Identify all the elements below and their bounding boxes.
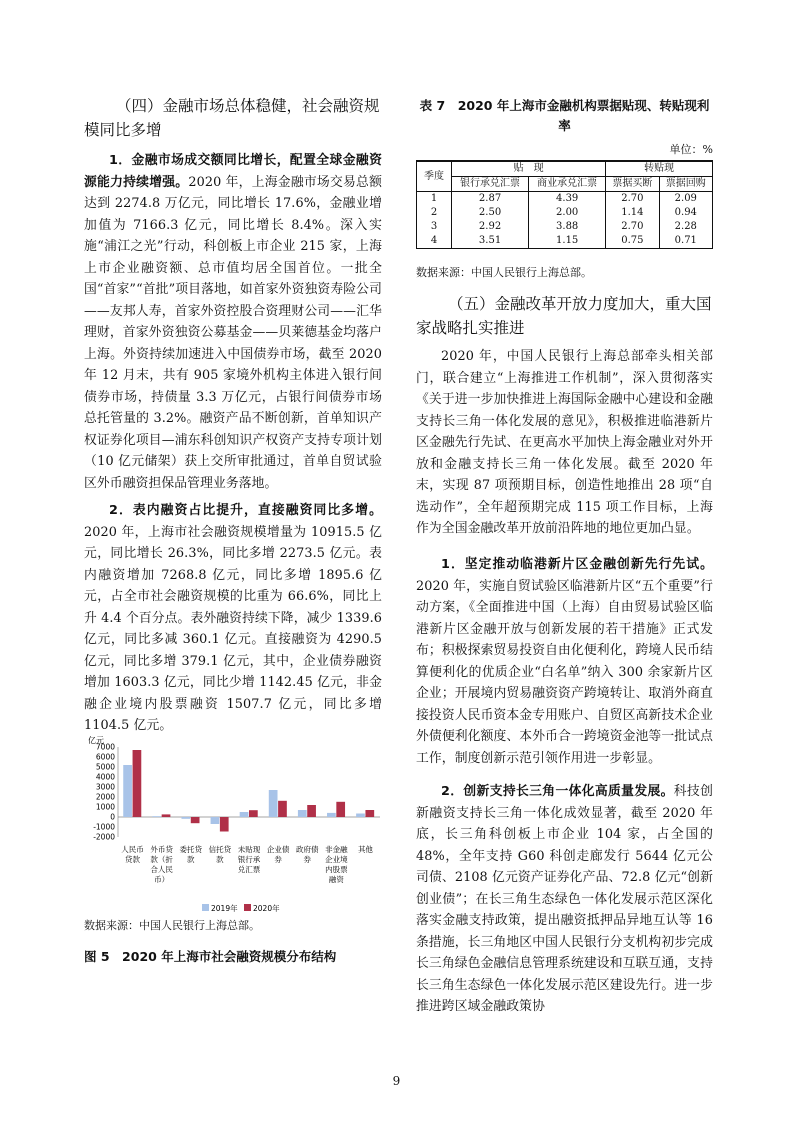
x-tick-label: 合人民: [150, 865, 173, 874]
table-cell: 1.15: [529, 234, 606, 249]
table-subheader: 票据回购: [659, 177, 712, 192]
bar-2019年-4: [240, 812, 249, 817]
table-cell: 2: [417, 206, 452, 220]
bar-2020年-7: [336, 802, 345, 817]
table-cell: 2.09: [659, 192, 712, 207]
x-tick-label: 企业债: [266, 845, 290, 854]
table-cell: 2.00: [529, 206, 606, 220]
paragraph-lead: 1．坚定推动临港新片区金融创新先行先试。: [441, 557, 713, 572]
table-cell: 3: [417, 220, 452, 234]
x-tick-label: 券: [303, 855, 311, 864]
y-tick-label: 0: [110, 812, 115, 822]
y-tick-label: -1000: [93, 822, 115, 832]
bar-2020年-5: [278, 801, 287, 817]
bar-2019年-7: [327, 813, 336, 817]
bar-2020年-6: [307, 805, 316, 817]
bar-2020年-4: [249, 810, 258, 817]
table-cell: 2.28: [659, 220, 712, 234]
table-cell: 2.70: [606, 220, 659, 234]
financing-structure-chart: [84, 733, 382, 915]
x-tick-label: 其他: [357, 845, 373, 854]
table-cell: 0.94: [659, 206, 712, 220]
table-unit: 单位：%: [669, 143, 713, 156]
y-tick-label: 3000: [95, 782, 115, 792]
table-cell: 0.75: [606, 234, 659, 249]
chart-ylabel: 亿元: [88, 736, 104, 745]
y-tick-label: 7000: [95, 742, 115, 752]
section-heading-5: （五）金融改革开放力度加大，重大国家战略扎实推进: [416, 295, 712, 337]
discount-rate-table: [416, 160, 713, 249]
x-tick-label: 款（折: [150, 855, 173, 864]
table-header-discount: 贴 现: [452, 161, 606, 177]
paragraph-social-financing: [84, 500, 382, 737]
x-tick-label: 兑汇票: [237, 865, 261, 874]
paragraph-text: 2020 年，实施自贸试验区临港新片区“五个重要”行动方案，《全面推进中国（上海）自由贸易试验区临港新片区金融开放与创新发展的若干措施》正式发布；积极探索贸易投资自由化便利化，跨境人民币结算便利化的优质企业“白名单”纳入 300 余家新片区企业；开展境内贸易融资资产跨境转让、取消外商直接投资人民币资本金专用账户、自贸区高新技术企业外债便利化额度、本外币合一跨境资金池等一批试点工作，制度创新示范引领作用进一步彰显。: [416, 578, 713, 766]
table-cell: 3.51: [452, 234, 529, 249]
paragraph-lingang: [416, 554, 713, 769]
x-tick-label: 银行承: [237, 855, 261, 864]
x-tick-label: 外币贷: [150, 845, 173, 854]
table-cell: 2.50: [452, 206, 529, 220]
table-header-rediscount: 转贴现: [606, 161, 713, 177]
paragraph-text: 2020 年，上海金融市场交易总额达到 2274.8 万亿元，同比增长 17.6%，金融业增加值为 7166.3 亿元，同比增长 8.4%。深入实施“浦江之光”行动，科创板上市企业 215 家，上海上市企业融资额、总市值均居全国首位。一批全国“首家”“首批”项目落地，如首家外资独资寿险公司——友邦人寿，首家外资控股合资理财公司——汇华理财，首家外资独资公募基金——贝莱德基金均落户上海。外资持续加速进入中国债券市场，截至 2020 年 12 月末，共有 905 家境外机构主体进入银行间债券市场，持债量 3.3 万亿元，占银行间债券市场总托管量的 3.2%。融资产品不断创新，首单知识产权证券化项目—浦东科创知识产权资产支持专项计划（10 亿元储架）获上交所审批通过，首单自贸试验区外币融资担保品管理业务落地。: [84, 174, 382, 491]
x-tick-label: 人民币: [121, 845, 144, 854]
table-row: [417, 206, 713, 220]
bar-2020年-8: [365, 810, 374, 817]
bar-2020年-3: [220, 817, 229, 832]
legend-swatch-2020: [244, 904, 251, 911]
paragraph-text: 科技创新融资支持长三角一体化成效显著，截至 2020 年底，长三角科创板上市企业 104 家，占全国的 48%，全年支持 G60 科创走廊发行 5644 亿元公司债、2108 亿元资产证券化产品、72.8 亿元“创新创业债”；在长三角生态绿色一体化发展示范区深化落实金融支持政策，提出融资抵押品异地互认等 16 条措施，长三角地区中国人民银行分支机构初步完成长三角绿色金融信息管理系统建设和互联互通，支持长三角生态绿色一体化发展示范区建设先行。进一步推进跨区域金融政策协: [416, 784, 713, 1014]
legend-label-2019: 2019年: [211, 904, 238, 913]
y-tick-label: 6000: [95, 752, 115, 762]
paragraph-yangtze-delta: [416, 781, 713, 1018]
bar-2020年-1: [162, 814, 171, 817]
bar-2019年-8: [356, 814, 365, 818]
table-caption: 表 7 2020 年上海市金融机构票据贴现、转贴现利率: [419, 98, 710, 133]
chart-legend: [202, 903, 280, 913]
table-cell: 2.92: [452, 220, 529, 234]
table-row: [417, 234, 713, 249]
y-tick-label: 2000: [95, 792, 115, 802]
table-subheader: 银行承兑汇票: [452, 177, 529, 192]
bar-2019年-1: [152, 816, 161, 817]
x-tick-label: 企业境: [325, 855, 348, 864]
bar-2019年-5: [269, 790, 278, 817]
bar-2019年-3: [211, 817, 220, 824]
table-cell: 2.70: [606, 192, 659, 207]
x-tick-label: 币）: [154, 875, 170, 884]
paragraph-text: 2020 年，上海市社会融资规模增量为 10915.5 亿元，同比增长 26.3%，同比多增 2273.5 亿元。表内融资增加 7268.8 亿元，同比多增 1895.6 亿元，占全市社会融资规模的比重为 66.6%，同比上升 4.4 个百分点。表外融资持续下降，减少 1339.6 亿元，同比多减 360.1 亿元。直接融资为 4290.5 亿元，同比多增 379.1 亿元，其中，企业债券融资增加 1603.3 亿元，同比少增 1142.45 亿元，非金融企业境内股票融资 1507.7 亿元，同比多增 1104.5 亿元。: [84, 524, 382, 733]
table-source: 数据来源：中国人民银行上海总部。: [416, 266, 592, 279]
paragraph-lead: 2．创新支持长三角一体化高质量发展。: [441, 784, 674, 799]
x-tick-label: 信托贷: [208, 845, 232, 854]
paragraph-financial-market: [84, 150, 382, 494]
x-tick-label: 券: [274, 855, 282, 864]
paragraph-reform-intro: 2020 年，中国人民银行上海总部牵头相关部门，联合建立“上海推进工作机制”，深入贯彻落实《关于进一步加快推进上海国际金融中心建设和金融支持长三角一体化发展的意见》，积极推进临港新片区金融先行先试、在更高水平加快上海金融业对外开放和金融支持长三角一体化发展。截至 2020 年末，实现 87 项预期目标，创造性地推出 28 项“自选动作”，全年超预期完成 115 项工作目标，上海作为全国金融改革开放前沿阵地的地位更加凸显。: [416, 349, 713, 536]
table-cell: 4.39: [529, 192, 606, 207]
bar-2020年-2: [191, 817, 200, 823]
bar-2019年-6: [298, 810, 307, 817]
x-tick-label: 贷款: [125, 855, 141, 864]
y-tick-label: 1000: [95, 802, 115, 812]
chart-bars: [123, 750, 374, 832]
x-tick-label: 款: [187, 855, 195, 864]
x-tick-label: 非金融: [325, 845, 348, 854]
bar-2020年-0: [133, 750, 142, 817]
paragraph-lead: 2．表内融资占比提升，直接融资同比多增。: [109, 503, 382, 518]
x-tick-label: 委托贷: [179, 845, 203, 854]
y-tick-label: 4000: [95, 772, 115, 782]
table-row: [417, 220, 713, 234]
y-tick-label: -2000: [93, 832, 115, 842]
chart-source: 数据来源：中国人民银行上海总部。: [84, 919, 260, 932]
y-tick-label: 5000: [95, 762, 115, 772]
table-subheader: 商业承兑汇票: [529, 177, 606, 192]
paragraph-lead: 1．金融市场成交额同比增长，配置全球金融资源能力持续增强。: [84, 153, 382, 190]
table-subheader: 票据买断: [606, 177, 659, 192]
table-cell: 1: [417, 192, 452, 207]
table-row: [417, 192, 713, 207]
section-heading-4: （四）金融市场总体稳健，社会融资规模同比多增: [84, 97, 380, 139]
table-cell: 3.88: [529, 220, 606, 234]
chart-x-labels: [121, 844, 373, 884]
x-tick-label: 内股票: [325, 865, 348, 874]
figure-caption: 图 5 2020 年上海市社会融资规模分布结构: [84, 949, 337, 964]
table-cell: 1.14: [606, 206, 659, 220]
x-tick-label: 款: [216, 855, 224, 864]
table-cell: 2.87: [452, 192, 529, 207]
legend-swatch-2019: [202, 904, 209, 911]
x-tick-label: 融资: [328, 875, 344, 884]
legend-label-2020: 2020年: [253, 904, 280, 913]
table-cell: 0.71: [659, 234, 712, 249]
table-cell: 4: [417, 234, 452, 249]
bar-2019年-0: [123, 765, 132, 817]
x-tick-label: 未贴现: [237, 845, 261, 854]
table-header-quarter: 季度: [417, 161, 452, 192]
page-number: 9: [392, 1074, 401, 1088]
x-tick-label: 政府债: [295, 845, 319, 854]
bar-2019年-2: [181, 817, 190, 819]
